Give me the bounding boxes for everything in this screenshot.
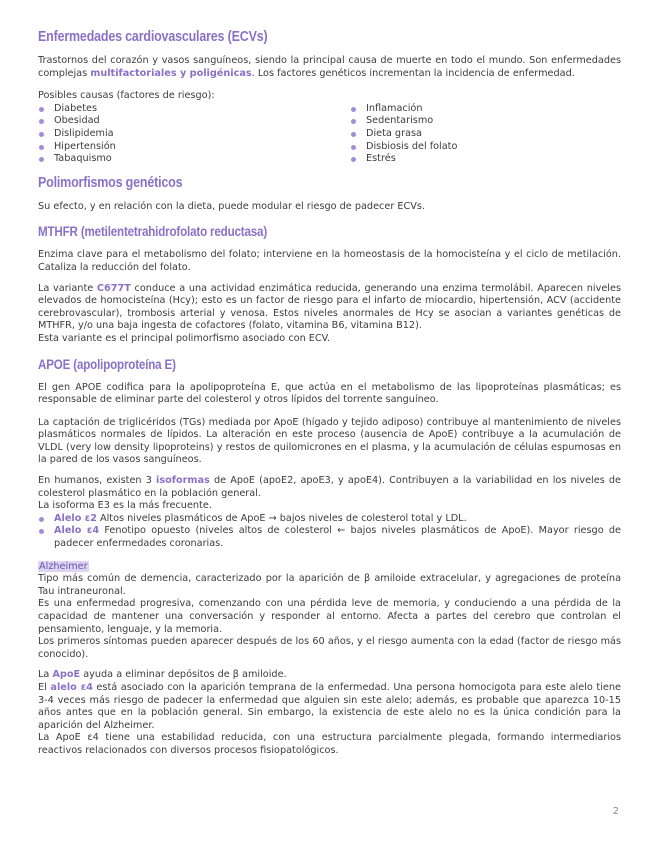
list-item: Diabetes — [38, 103, 350, 116]
alz-l6: La ApoE ε4 tiene una estabilidad reducida, con una estructura parcialmente plegada, formando intermediarios reactivos relacionados con diversos procesos fisiopatológicos. — [38, 732, 621, 756]
section-title-polimorfismos: Polimorfismos genéticos — [38, 174, 183, 191]
alz-l4: La ApoE ayuda a eliminar depósitos de β amiloide. — [38, 669, 287, 681]
alz-l5: El alelo ε4 está asociado con la aparición temprana de la enfermedad. Una persona homocigota para este alelo tiene 3-4 veces más riesgo de padecer la enfermedad que alguien sin este alelo; además, es probable que aparezca 10-15 años antes que en la población general. Sin embargo, la existencia de este alelo no es la única condición para la aparición del Alzheimer. — [38, 681, 621, 731]
alleles-list — [38, 513, 621, 551]
list-item: Estrés — [350, 153, 457, 166]
mthfr-p1: Enzima clave para el metabolismo del folato; interviene en la homeostasis de la homocisteína y el ciclo de metilación. Cataliza la reducción del folato. — [38, 249, 621, 273]
list-item: Obesidad — [38, 115, 350, 128]
list-item: Dieta grasa — [350, 128, 457, 141]
page-number: 2 — [612, 806, 619, 817]
list-item: Disbiosis del folato — [350, 141, 457, 154]
section-title-mthfr: MTHFR (metilentetrahidrofolato reductasa) — [38, 224, 268, 240]
list-item: Tabaquismo — [38, 153, 350, 166]
causes-list — [38, 103, 621, 166]
mthfr-p2-conclusion: Esta variante es el principal polimorfismo asociado con ECV. — [38, 332, 331, 344]
polimorfismos-text: Su efecto, y en relación con la dieta, puede modular el riesgo de padecer ECVs. — [38, 200, 426, 212]
apoe-p1: El gen APOE codifica para la apolipoproteína E, que actúa en el metabolismo de las lipoproteínas plasmáticas; es responsable de eliminar parte del colesterol y otros lípidos del torrente sanguíneo. — [38, 381, 621, 406]
list-item: Dislipidemia — [38, 128, 350, 141]
list-item: Sedentarismo — [350, 115, 457, 128]
highlight-c677t: C677T — [96, 282, 131, 294]
list-item: Hipertensión — [38, 141, 350, 154]
apoe-p2: La captación de triglicéridos (TGs) mediada por ApoE (hígado y tejido adiposo) contribuye al mantenimiento de niveles plasmáticos normales de lípidos. La alteración en este proceso (ausencia de ApoE) contribuye a la acumulación de VLDL (very low density lipoproteins) y restos de quilomicrones en el plasma, y la acumulación de células espumosas en la pared de los vasos sanguíneos. — [38, 416, 621, 466]
ecv-intro: Trastornos del corazón y vasos sanguíneos, siendo la principal causa de muerte en todo el mundo. Son enfermedades complejas multifactoriales y poligénicas. Los factores genéticos incrementan la incidencia de enfermedad. — [38, 55, 621, 79]
list-item: Alelo ε4 Fenotipo opuesto (niveles altos de colesterol ← bajos niveles plasmáticos de ApoE). Mayor riesgo de padecer enfermedades coronarias. — [38, 525, 621, 550]
causes-left-column — [38, 103, 350, 166]
list-item: Inflamación — [350, 103, 457, 116]
list-item: Alelo ε2 Altos niveles plasmáticos de ApoE → bajos niveles de colesterol total y LDL. — [38, 513, 621, 526]
section-title-ecv: Enfermedades cardiovasculares (ECVs) — [38, 29, 268, 45]
highlight-alelo-e4: alelo ε4 — [50, 681, 93, 693]
causes-label: Posibles causas (factores de riesgo): — [38, 90, 215, 102]
alz-l2: Es una enfermedad progresiva, comenzando con una pérdida leve de memoria, y conduciendo a una pérdida de la capacidad de mantener una conversación y responder al entorno. Afecta a partes del cerebro que controlan el pensamiento, lenguaje, y la memoria. — [38, 598, 621, 635]
alz-l3: Los primeros síntomas pueden aparecer después de los 60 años, y el riesgo aumenta con la edad (factor de riesgo más conocido). — [38, 636, 621, 660]
mthfr-p2: La variante C677T conduce a una actividad enzimática reducida, generando una enzima termolábil. Aparecen niveles elevados de homocisteína (Hcy); esto es un factor de riesgo para el infarto de miocardio, hipertensión, ACV (accidente cerebrovascular), trombosis arterial y venosa. Estos niveles anormales de Hcy se asocian a variantes genéticas de MTHFR, y/o una baja ingesta de cofactores (folato, vitamina B6, vitamina B12). — [38, 282, 621, 332]
apoe-p3: En humanos, existen 3 isoformas de ApoE (apoE2, apoE3, y apoE4). Contribuyen a la variabilidad en los niveles de colesterol plasmático en la población general. — [38, 475, 622, 499]
highlight-apoe: ApoE — [52, 669, 81, 681]
highlight-isoformas: isoformas — [156, 475, 210, 487]
alzheimer-block — [38, 561, 621, 574]
highlight-multifactorial: multifactoriales y poligénicas — [90, 67, 252, 79]
apoe-p3-e3: La isoforma E3 es la más frecuente. — [38, 500, 212, 512]
alz-l1: Tipo más común de demencia, caracterizado por la aparición de β amiloide extracelular, y agregaciones de proteína Tau intraneuronal. — [38, 573, 621, 597]
causes-right-column — [350, 103, 457, 166]
alzheimer-tag: Alzheimer — [39, 560, 88, 572]
section-title-apoe: APOE (apolipoproteína E) — [38, 356, 176, 372]
